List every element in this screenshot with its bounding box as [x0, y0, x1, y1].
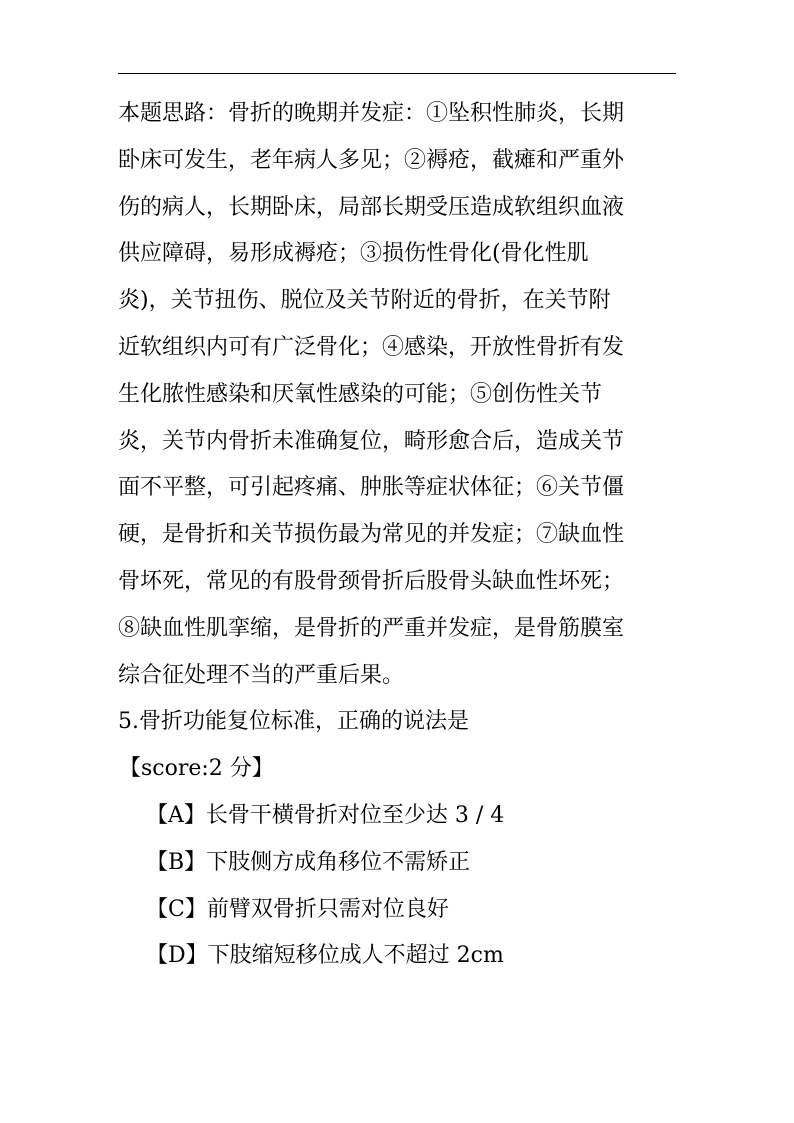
explanation-paragraph	[118, 91, 678, 699]
question-text: 5.骨折功能复位标准，正确的说法是	[118, 709, 469, 735]
explanation-line: 骨坏死，常见的有股骨颈骨折后股骨头缺血性坏死；	[118, 568, 625, 594]
explanation-line: 炎，关节内骨折未准确复位，畸形愈合后，造成关节	[118, 428, 625, 454]
explanation-line: 伤的病人，长期卧床，局部长期受压造成软组织血液	[118, 194, 625, 220]
option-d: 【D】下肢缩短移位成人不超过 2cm	[146, 943, 504, 969]
explanation-line: 供应障碍，易形成褥疮；③损伤性骨化(骨化性肌	[118, 241, 589, 267]
explanation-line: 硬，是骨折和关节损伤最为常见的并发症；⑦缺血性	[118, 522, 625, 548]
explanation-line: 综合征处理不当的严重后果。	[118, 662, 405, 688]
explanation-line: 炎)，关节扭伤、脱位及关节附近的骨折，在关节附	[118, 288, 611, 314]
option-b: 【B】下肢侧方成角移位不需矫正	[146, 849, 471, 875]
explanation-line: 卧床可发生，老年病人多见；②褥疮，截瘫和严重外	[118, 147, 625, 173]
question-score: 【score:2 分】	[119, 756, 274, 782]
explanation-line: 近软组织内可有广泛骨化；④感染，开放性骨折有发	[118, 334, 625, 360]
question-block	[118, 699, 678, 980]
explanation-line: 面不平整，可引起疼痛、肿胀等症状体征；⑥关节僵	[118, 475, 625, 501]
option-c: 【C】前臂双骨折只需对位良好	[146, 896, 449, 922]
document-body	[118, 91, 678, 980]
header-rule	[118, 73, 676, 74]
explanation-line: 生化脓性感染和厌氧性感染的可能；⑤创伤性关节	[118, 381, 603, 407]
option-a: 【A】长骨干横骨折对位至少达 3 / 4	[146, 802, 505, 828]
explanation-line: 本题思路：骨折的晚期并发症：①坠积性肺炎，长期	[118, 101, 625, 126]
explanation-line: ⑧缺血性肌挛缩，是骨折的严重并发症，是骨筋膜室	[118, 615, 625, 641]
